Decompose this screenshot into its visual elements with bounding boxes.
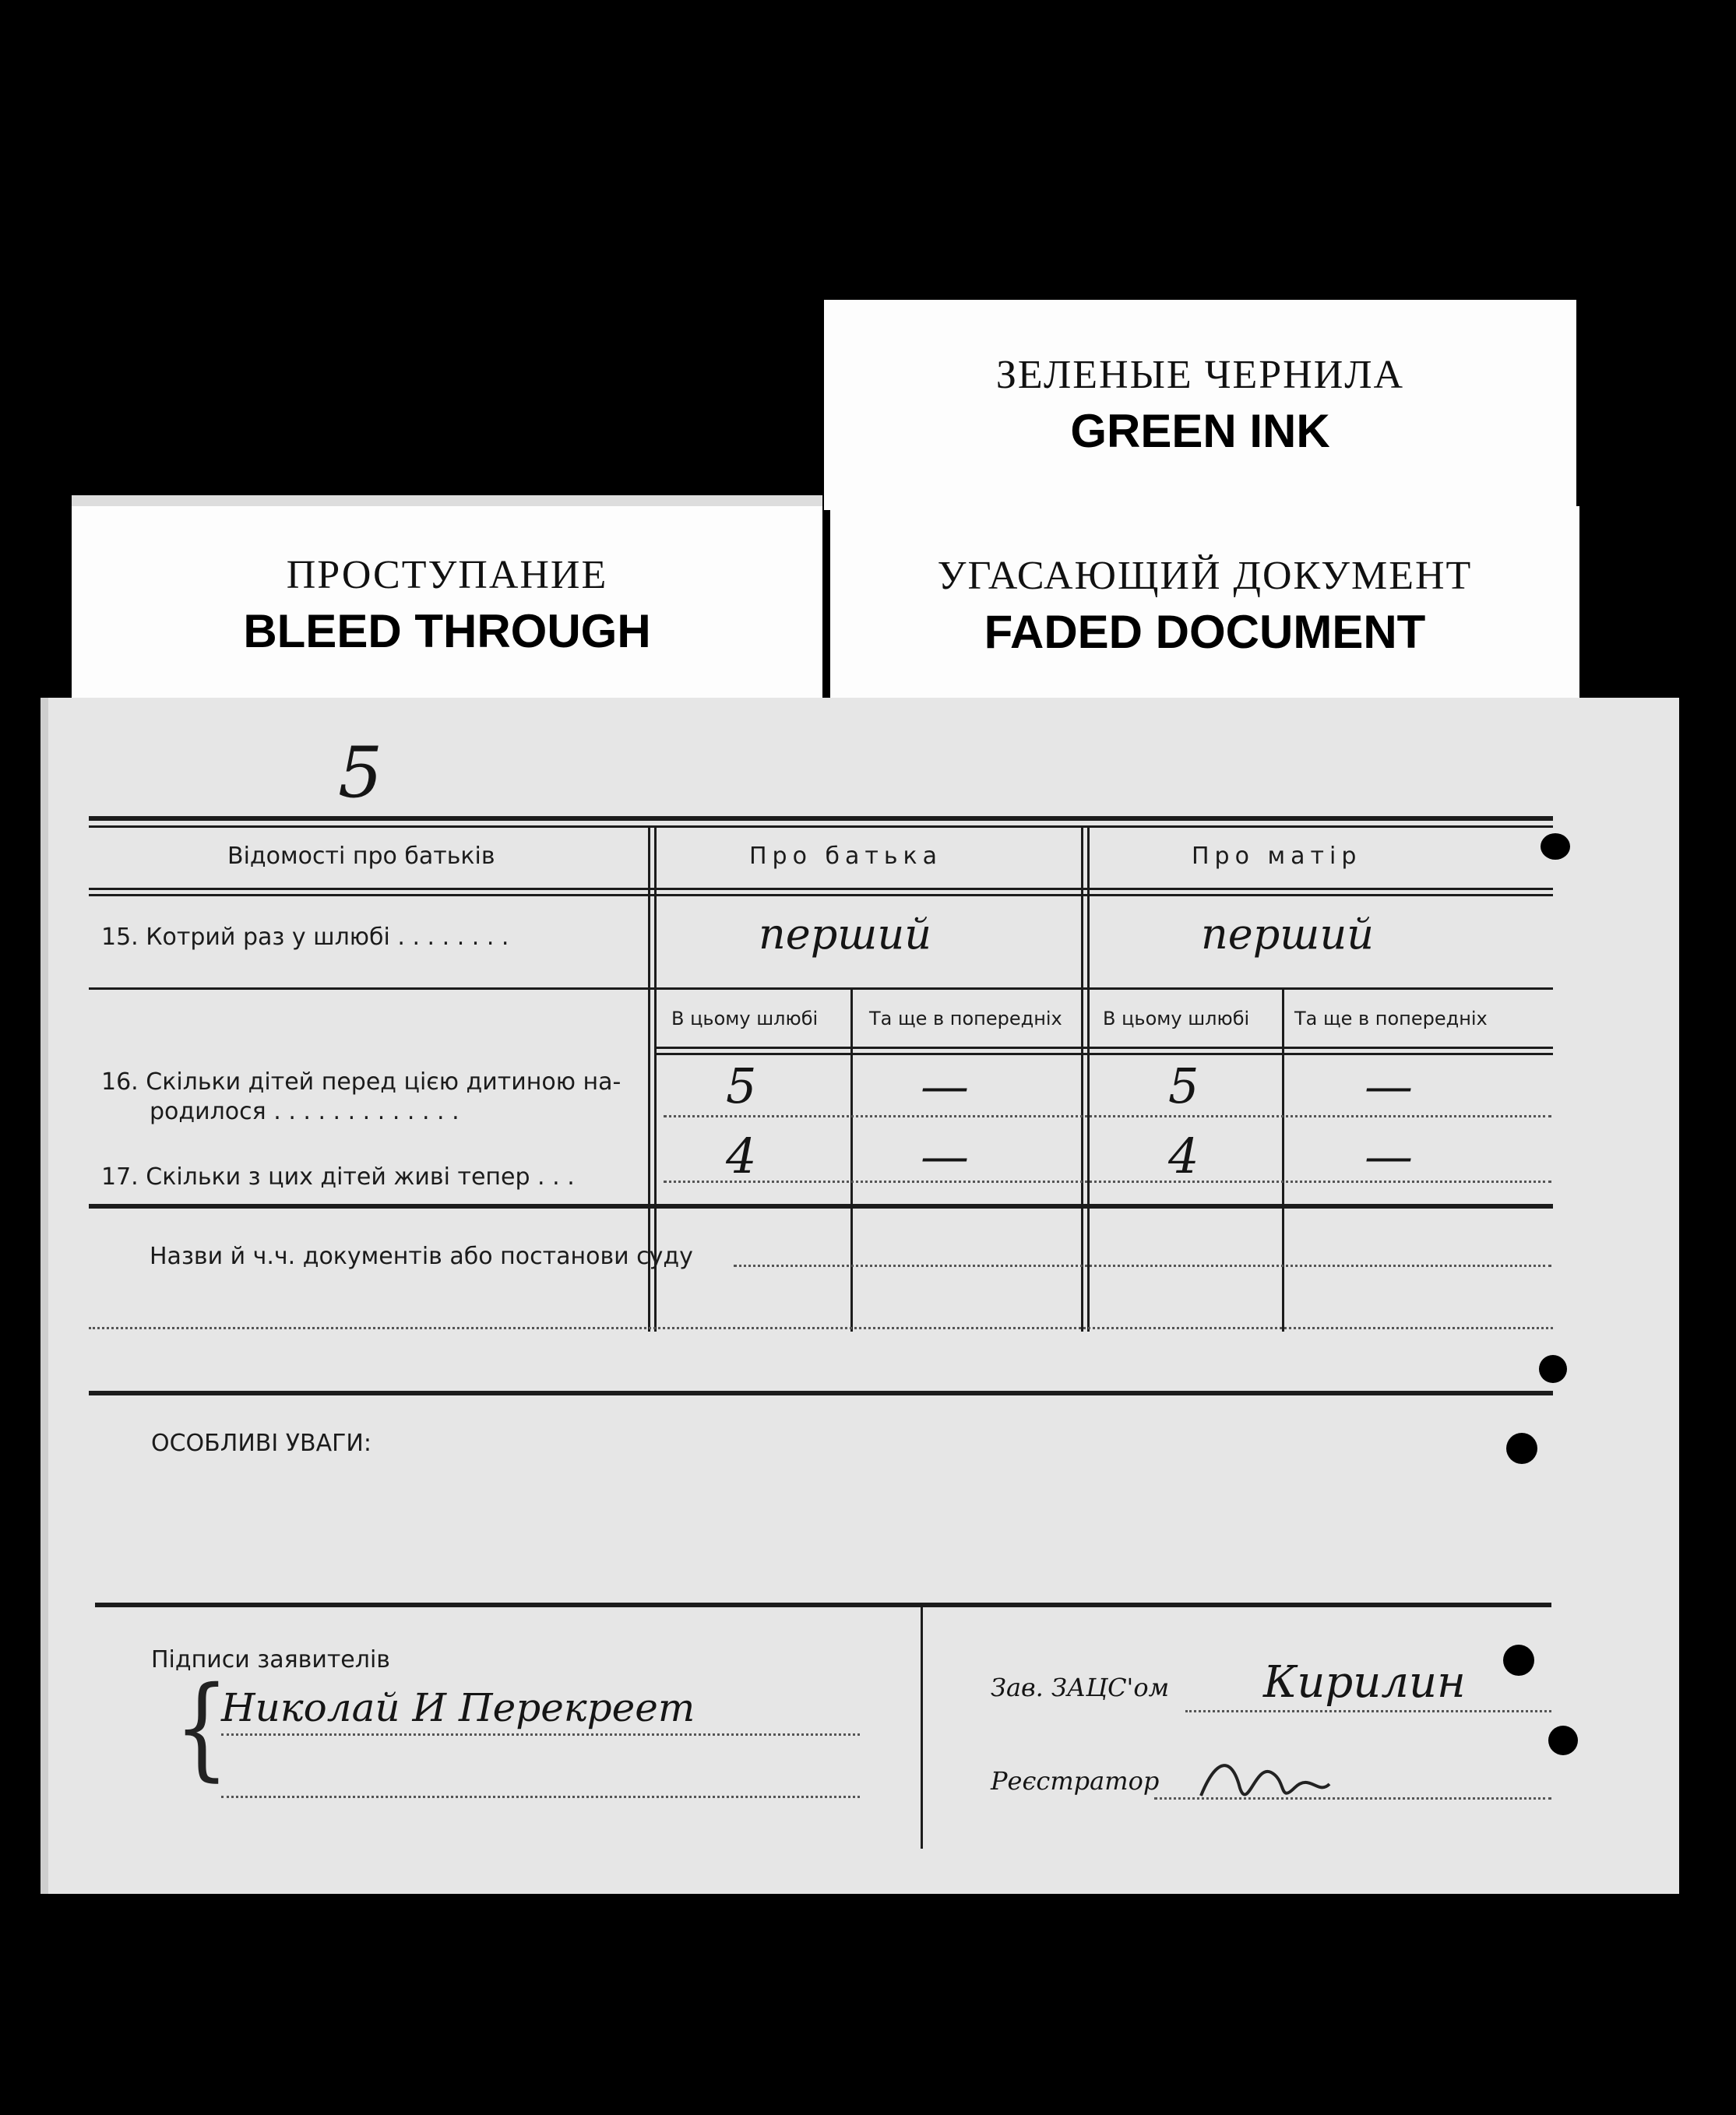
- punch-hole: [1506, 1433, 1537, 1464]
- row16-dotted-line: [664, 1115, 1551, 1117]
- row15-bottom-rule: [89, 987, 1553, 990]
- head-zags-signature: Кирилин: [1263, 1657, 1466, 1708]
- subheader-mother-previous: Та ще в попередніх: [1294, 1008, 1488, 1029]
- row17-mother-this: 4: [1168, 1128, 1199, 1184]
- documents-dotted-line: [734, 1265, 1551, 1267]
- registrar-signature-line: [1154, 1797, 1551, 1800]
- row16-mother-this: 5: [1168, 1058, 1199, 1114]
- signatures-column-divider: [921, 1604, 923, 1849]
- row17-father-previous: —: [921, 1128, 969, 1184]
- header-bottom-rule-inner: [89, 894, 1553, 896]
- documents-bottom-rule: [89, 1391, 1553, 1395]
- bleed-through-label-ru: ПРОСТУПАНИЕ: [286, 553, 608, 597]
- row16-mother-previous: —: [1365, 1058, 1413, 1114]
- form-sheet: [40, 698, 1679, 1894]
- table-bottom-rule: [89, 1204, 1553, 1209]
- subheader-mother-this-marriage: В цьому шлюбі: [1103, 1008, 1250, 1029]
- header-mother: Про матір: [1192, 843, 1362, 870]
- subheader-father-previous: Та ще в попередніх: [869, 1008, 1062, 1029]
- row16-father-this: 5: [726, 1058, 757, 1114]
- documents-label: Назви й ч.ч. документів або постанови суду: [150, 1243, 693, 1270]
- bleed-through-label-en: BLEED THROUGH: [243, 605, 651, 657]
- applicant-signature-line-1: [221, 1733, 860, 1736]
- green-ink-label-ru: ЗЕЛЕНЫЕ ЧЕРНИЛА: [995, 353, 1405, 397]
- corner-mark: 5: [338, 732, 383, 814]
- row15-label: 15. Котрий раз у шлюбі . . . . . . . .: [101, 924, 509, 951]
- row17-mother-previous: —: [1365, 1128, 1413, 1184]
- green-ink-label-en: GREEN INK: [1070, 405, 1330, 457]
- header-parents-info: Відомості про батьків: [227, 843, 495, 870]
- header-bottom-rule: [89, 888, 1553, 890]
- row17-father-this: 4: [726, 1128, 757, 1184]
- registrar-signature: [1185, 1741, 1341, 1819]
- faded-document-label-en: FADED DOCUMENT: [984, 606, 1426, 658]
- punch-hole: [1539, 1355, 1567, 1383]
- row16-father-previous: —: [921, 1058, 969, 1114]
- applicant-signature-line-2: [221, 1796, 860, 1798]
- row17-label: 17. Скільки з цих дітей живі тепер . . .: [101, 1163, 575, 1191]
- applicant-brace: {: [174, 1662, 229, 1793]
- column-divider-mother-inner: [1087, 825, 1090, 1332]
- subheader-bottom-rule-inner: [654, 1053, 1553, 1055]
- punch-hole: [1548, 1726, 1578, 1755]
- documents-dotted-line-2: [89, 1327, 1553, 1329]
- subcolumn-divider-mother: [1282, 989, 1284, 1332]
- subheader-father-this-marriage: В цьому шлюбі: [671, 1008, 819, 1029]
- header-father: Про батька: [749, 843, 943, 870]
- green-ink-label-card: [824, 300, 1576, 510]
- faded-document-label-ru: УГАСАЮЩИЙ ДОКУМЕНТ: [937, 554, 1473, 598]
- row16-label-line2: родилося . . . . . . . . . . . . .: [150, 1098, 460, 1125]
- applicant-signature: Николай И Перекреет: [221, 1685, 695, 1730]
- table-top-rule: [89, 816, 1553, 821]
- subcolumn-divider-father: [850, 989, 853, 1332]
- row17-dotted-line: [664, 1181, 1551, 1183]
- head-zags-label: Зав. ЗАЦС'ом: [991, 1673, 1170, 1702]
- head-zags-signature-line: [1185, 1710, 1551, 1712]
- row15-mother-value: перший: [1201, 910, 1375, 959]
- punch-hole: [1541, 833, 1570, 860]
- faded-document-label-card: [830, 506, 1579, 706]
- punch-hole: [1503, 1645, 1534, 1676]
- signatures-top-rule: [95, 1603, 1551, 1607]
- column-divider-mother: [1081, 825, 1083, 1332]
- table-top-rule-inner: [89, 825, 1553, 828]
- row15-father-value: перший: [759, 910, 932, 959]
- registrar-label: Реєстратор: [991, 1766, 1160, 1796]
- row16-label-line1: 16. Скільки дітей перед цією дитиною на-: [101, 1068, 622, 1096]
- subheader-bottom-rule: [654, 1047, 1553, 1049]
- applicant-signatures-label: Підписи заявителів: [151, 1646, 390, 1673]
- bleed-through-label-card: [72, 495, 822, 704]
- special-notes-label: ОСОБЛИВІ УВАГИ:: [151, 1430, 371, 1457]
